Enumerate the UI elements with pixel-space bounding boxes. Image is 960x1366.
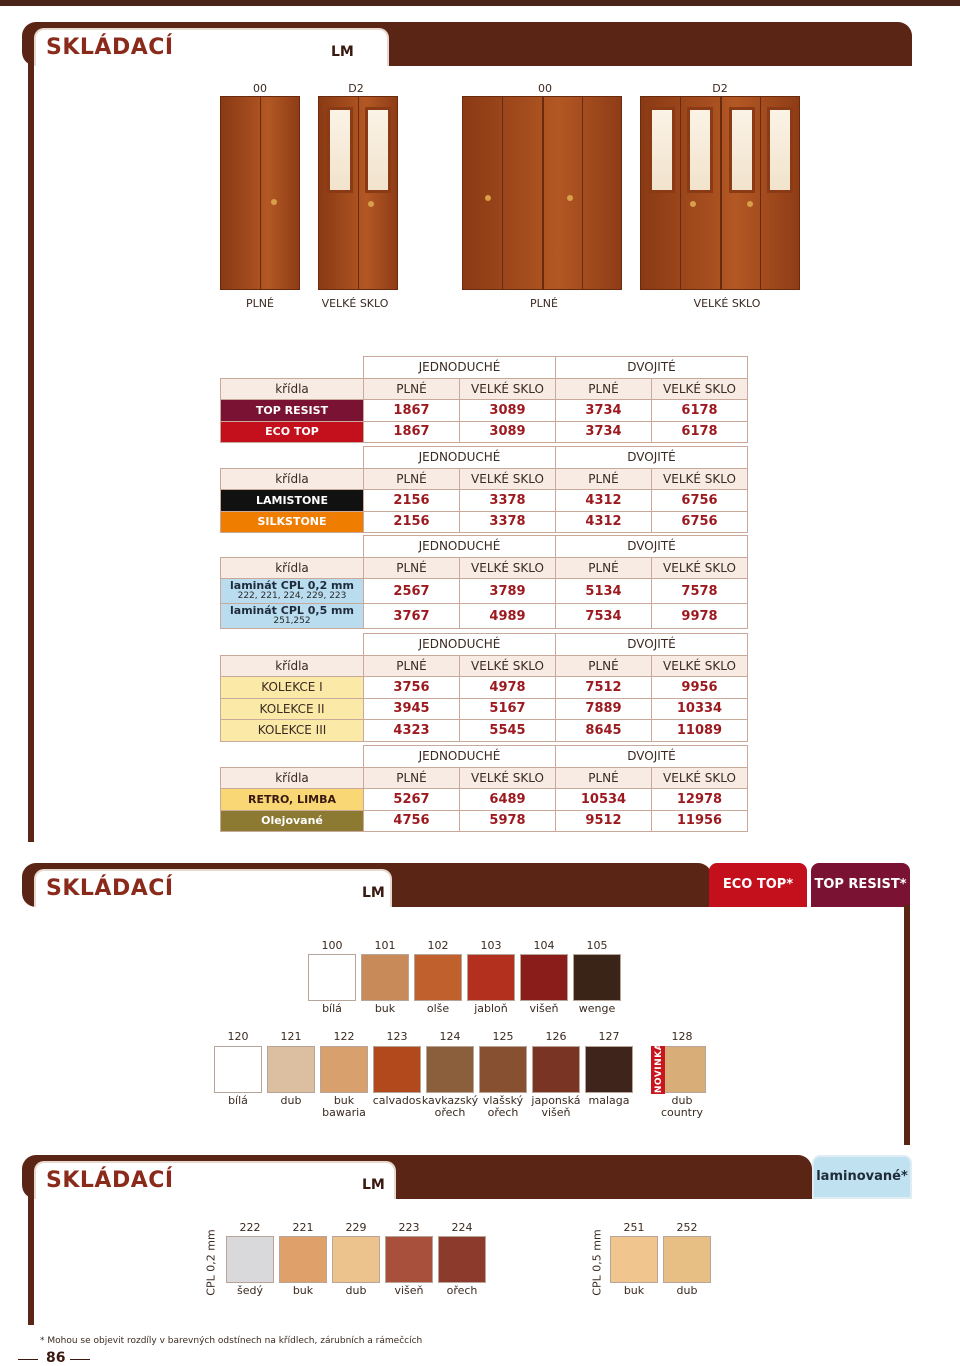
row-label: KOLEKCE I	[221, 677, 364, 699]
color-swatch	[361, 954, 409, 1001]
cpl05-label: CPL 0,5 mm	[590, 1229, 604, 1296]
door-image-single-full	[220, 96, 300, 290]
section-tag: LM	[331, 44, 354, 60]
header-double: DVOJITÉ	[556, 536, 748, 558]
price-cell: 10534	[556, 789, 652, 811]
swatch-code: 123	[386, 1030, 408, 1043]
novinka-text: NOVINKA	[654, 1042, 665, 1094]
swatch-name: buk	[623, 1284, 645, 1297]
price-cell: 10334	[652, 698, 748, 720]
door-type: VELKÉ SKLO	[321, 297, 389, 310]
door-code: 00	[253, 82, 267, 95]
cpl-label: laminát CPL 0,2 mm	[230, 579, 354, 592]
swatch-code: 224	[451, 1221, 473, 1234]
color-swatch	[520, 954, 568, 1001]
table-row	[221, 789, 748, 811]
color-swatch	[438, 1236, 486, 1283]
row-label: křídla	[221, 557, 364, 579]
price-cell: 3945	[364, 698, 460, 720]
door-type: PLNÉ	[530, 297, 558, 310]
swatch-code: 105	[586, 939, 608, 952]
color-swatch	[214, 1046, 262, 1093]
col-header: VELKÉ SKLO	[460, 557, 556, 579]
table-row	[221, 400, 748, 422]
left-rule	[28, 62, 34, 842]
swatch-code: 122	[333, 1030, 355, 1043]
swatch-name: jabloň	[474, 1002, 508, 1015]
swatch-code: 222	[239, 1221, 261, 1234]
swatch-name: kavkazský ořech	[421, 1094, 479, 1119]
section-header-1	[22, 22, 912, 66]
col-header: PLNÉ	[556, 767, 652, 789]
swatch-name: višeň	[394, 1284, 424, 1297]
color-swatch	[332, 1236, 380, 1283]
door-image-single-glass	[318, 96, 398, 290]
price-cell: 11956	[652, 810, 748, 832]
swatch-code: 101	[374, 939, 396, 952]
price-cell: 5267	[364, 789, 460, 811]
price-cell: 5167	[460, 698, 556, 720]
section-header-3	[22, 1155, 812, 1199]
footnote: * Mohou se objevit rozdíly v barevných odstínech na křídlech, zárubních a rámečcích	[40, 1336, 423, 1346]
price-table-2	[220, 446, 748, 533]
swatch-name: olše	[426, 1002, 450, 1015]
price-cell: 7889	[556, 698, 652, 720]
left-rule-3	[28, 1195, 34, 1325]
price-cell: 5545	[460, 720, 556, 742]
price-cell: 9978	[652, 604, 748, 629]
color-swatch	[658, 1046, 706, 1093]
swatch-code: 121	[280, 1030, 302, 1043]
swatch-code: 100	[321, 939, 343, 952]
row-label: TOP RESIST	[221, 400, 364, 422]
table-row	[221, 604, 748, 629]
row-label-cpl02	[221, 579, 364, 604]
page-dash	[18, 1359, 38, 1360]
top-strip	[0, 0, 960, 6]
color-swatch	[267, 1046, 315, 1093]
price-cell: 4323	[364, 720, 460, 742]
price-cell: 4989	[460, 604, 556, 629]
swatch-name: dub country	[660, 1094, 704, 1119]
header-double: DVOJITÉ	[556, 746, 748, 768]
col-header: PLNÉ	[364, 767, 460, 789]
table-row	[221, 810, 748, 832]
price-cell: 4312	[556, 511, 652, 533]
swatch-name: japonská višeň	[531, 1094, 581, 1119]
col-header: VELKÉ SKLO	[460, 468, 556, 490]
col-header: VELKÉ SKLO	[652, 557, 748, 579]
table-row	[221, 490, 748, 512]
color-swatch	[610, 1236, 658, 1283]
cpl02-label: CPL 0,2 mm	[204, 1229, 218, 1296]
swatch-name: buk bawaria	[322, 1094, 366, 1119]
door-type: PLNÉ	[246, 297, 274, 310]
swatch-code: 251	[623, 1221, 645, 1234]
page-dash	[70, 1359, 90, 1360]
section-tab-1	[34, 28, 389, 66]
swatch-name: calvados	[372, 1094, 422, 1107]
price-cell: 3734	[556, 400, 652, 422]
cpl-label: laminát CPL 0,5 mm	[230, 604, 354, 617]
price-cell: 5978	[460, 810, 556, 832]
row-label: ECO TOP	[221, 421, 364, 443]
table-row	[221, 677, 748, 699]
section-title: SKLÁDACÍ	[46, 876, 174, 901]
price-cell: 6178	[652, 400, 748, 422]
swatch-name: višeň	[529, 1002, 559, 1015]
header-single: JEDNODUCHÉ	[364, 536, 556, 558]
table-row	[221, 511, 748, 533]
price-cell: 6178	[652, 421, 748, 443]
color-swatch	[663, 1236, 711, 1283]
price-table-3	[220, 535, 748, 629]
laminated-badge: laminované*	[812, 1155, 912, 1199]
color-swatch	[385, 1236, 433, 1283]
swatch-code: 120	[227, 1030, 249, 1043]
price-cell: 3789	[460, 579, 556, 604]
color-swatch	[532, 1046, 580, 1093]
price-cell: 4978	[460, 677, 556, 699]
price-cell: 5134	[556, 579, 652, 604]
table-row	[221, 698, 748, 720]
swatch-name: buk	[374, 1002, 396, 1015]
price-cell: 8645	[556, 720, 652, 742]
price-cell: 6756	[652, 511, 748, 533]
row-label: RETRO, LIMBA	[221, 789, 364, 811]
door-code: 00	[538, 82, 552, 95]
col-header: VELKÉ SKLO	[652, 767, 748, 789]
swatch-name: malaga	[588, 1094, 630, 1107]
door-type: VELKÉ SKLO	[693, 297, 761, 310]
col-header: VELKÉ SKLO	[652, 468, 748, 490]
col-header: PLNÉ	[556, 655, 652, 677]
price-cell: 2567	[364, 579, 460, 604]
header-single: JEDNODUCHÉ	[364, 746, 556, 768]
swatch-name: vlašský ořech	[482, 1094, 524, 1119]
table-row	[221, 421, 748, 443]
swatch-code: 128	[671, 1030, 693, 1043]
price-cell: 4312	[556, 490, 652, 512]
price-cell: 9512	[556, 810, 652, 832]
col-header: PLNÉ	[364, 378, 460, 400]
price-table-5	[220, 745, 748, 832]
row-label: křídla	[221, 378, 364, 400]
color-swatch	[279, 1236, 327, 1283]
price-table-4	[220, 633, 748, 742]
price-cell: 3756	[364, 677, 460, 699]
color-swatch	[573, 954, 621, 1001]
price-cell: 11089	[652, 720, 748, 742]
price-cell: 7534	[556, 604, 652, 629]
price-cell: 2156	[364, 511, 460, 533]
page-number: 86	[46, 1350, 66, 1366]
price-cell: 3767	[364, 604, 460, 629]
col-header: VELKÉ SKLO	[652, 378, 748, 400]
swatch-name: ořech	[446, 1284, 478, 1297]
price-cell: 3089	[460, 400, 556, 422]
row-label: křídla	[221, 468, 364, 490]
price-table-1	[220, 356, 748, 443]
swatch-code: 125	[492, 1030, 514, 1043]
price-cell: 4756	[364, 810, 460, 832]
swatch-code: 229	[345, 1221, 367, 1234]
swatch-code: 104	[533, 939, 555, 952]
row-label: SILKSTONE	[221, 511, 364, 533]
top-resist-badge: TOP RESIST*	[811, 863, 910, 907]
price-cell: 6756	[652, 490, 748, 512]
novinka-badge	[651, 1042, 665, 1094]
row-label-cpl05	[221, 604, 364, 629]
swatch-code: 126	[545, 1030, 567, 1043]
section-tab-2	[34, 869, 392, 907]
color-swatch	[414, 954, 462, 1001]
price-cell: 9956	[652, 677, 748, 699]
price-cell: 3734	[556, 421, 652, 443]
price-cell: 12978	[652, 789, 748, 811]
header-double: DVOJITÉ	[556, 447, 748, 469]
section-header-2	[22, 863, 712, 907]
swatch-name: dub	[676, 1284, 698, 1297]
swatch-name: buk	[292, 1284, 314, 1297]
price-cell: 3378	[460, 511, 556, 533]
col-header: PLNÉ	[364, 468, 460, 490]
color-swatch	[426, 1046, 474, 1093]
color-swatch	[308, 954, 356, 1001]
col-header: VELKÉ SKLO	[652, 655, 748, 677]
swatch-code: 221	[292, 1221, 314, 1234]
header-double: DVOJITÉ	[556, 634, 748, 656]
price-cell: 7578	[652, 579, 748, 604]
swatch-name: bílá	[228, 1094, 248, 1107]
eco-top-badge: ECO TOP*	[709, 863, 807, 907]
header-single: JEDNODUCHÉ	[364, 357, 556, 379]
swatch-code: 103	[480, 939, 502, 952]
color-swatch	[479, 1046, 527, 1093]
table-row	[221, 579, 748, 604]
price-cell: 1867	[364, 400, 460, 422]
swatch-name: bílá	[322, 1002, 342, 1015]
door-code: D2	[712, 82, 728, 95]
col-header: VELKÉ SKLO	[460, 767, 556, 789]
color-swatch	[585, 1046, 633, 1093]
section-tab-3	[34, 1161, 396, 1199]
swatch-code: 127	[598, 1030, 620, 1043]
row-label: KOLEKCE III	[221, 720, 364, 742]
door-image-double-full	[462, 96, 622, 290]
col-header: PLNÉ	[556, 468, 652, 490]
header-single: JEDNODUCHÉ	[364, 634, 556, 656]
cpl-codes: 222, 221, 224, 229, 223	[237, 591, 347, 601]
col-header: VELKÉ SKLO	[460, 655, 556, 677]
row-label: KOLEKCE II	[221, 698, 364, 720]
swatch-name: dub	[345, 1284, 367, 1297]
swatch-name: dub	[280, 1094, 302, 1107]
col-header: VELKÉ SKLO	[460, 378, 556, 400]
section-title: SKLÁDACÍ	[46, 35, 174, 60]
row-label: Olejované	[221, 810, 364, 832]
row-label: LAMISTONE	[221, 490, 364, 512]
row-label: křídla	[221, 655, 364, 677]
color-swatch	[320, 1046, 368, 1093]
door-image-double-glass	[640, 96, 800, 290]
section-tag: LM	[362, 885, 385, 901]
header-single: JEDNODUCHÉ	[364, 447, 556, 469]
swatch-name: wenge	[578, 1002, 616, 1015]
cpl-codes: 251,252	[273, 616, 311, 626]
price-cell: 7512	[556, 677, 652, 699]
swatch-name: šedý	[237, 1284, 263, 1297]
table-row	[221, 720, 748, 742]
color-swatch	[467, 954, 515, 1001]
swatch-code: 223	[398, 1221, 420, 1234]
door-code: D2	[348, 82, 364, 95]
price-cell: 2156	[364, 490, 460, 512]
section-tag: LM	[362, 1177, 385, 1193]
price-cell: 3089	[460, 421, 556, 443]
row-label: křídla	[221, 767, 364, 789]
color-swatch	[373, 1046, 421, 1093]
col-header: PLNÉ	[556, 557, 652, 579]
price-cell: 3378	[460, 490, 556, 512]
swatch-code: 124	[439, 1030, 461, 1043]
price-cell: 1867	[364, 421, 460, 443]
col-header: PLNÉ	[556, 378, 652, 400]
col-header: PLNÉ	[364, 655, 460, 677]
header-double: DVOJITÉ	[556, 357, 748, 379]
price-cell: 6489	[460, 789, 556, 811]
swatch-code: 102	[427, 939, 449, 952]
section-title: SKLÁDACÍ	[46, 1168, 174, 1193]
swatch-code: 252	[676, 1221, 698, 1234]
right-rule	[904, 905, 910, 1145]
color-swatch	[226, 1236, 274, 1283]
col-header: PLNÉ	[364, 557, 460, 579]
